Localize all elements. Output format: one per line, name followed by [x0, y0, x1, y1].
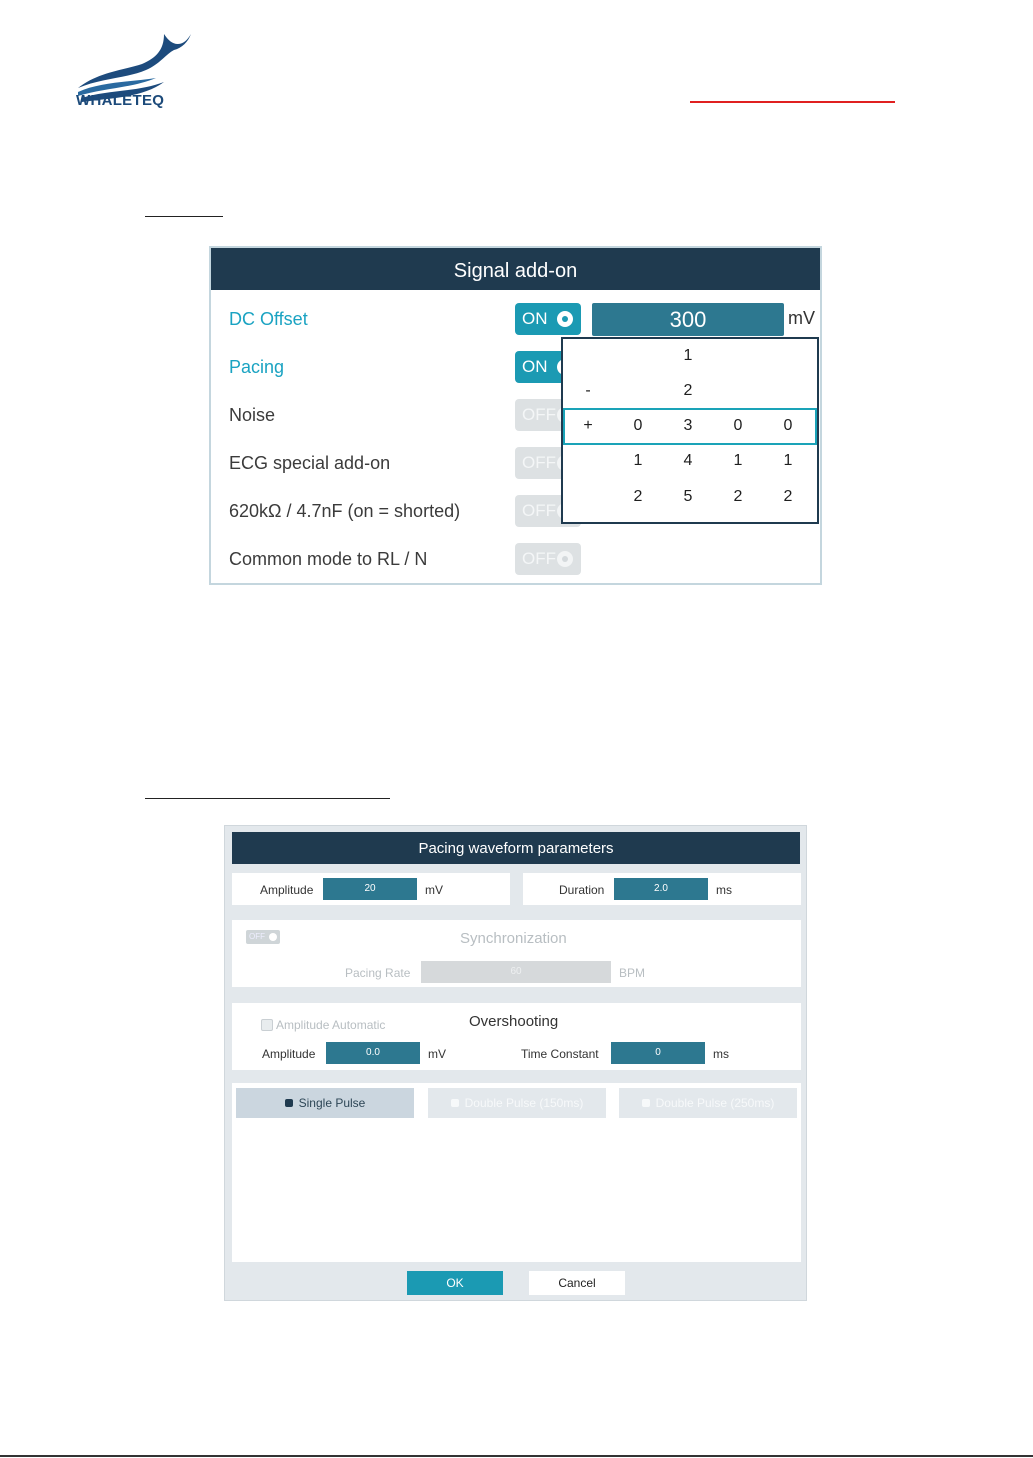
dc-offset-toggle[interactable]: ON — [515, 303, 581, 335]
overshoot-amplitude-label: Amplitude — [262, 1047, 316, 1061]
picker-cell[interactable]: 1 — [683, 347, 693, 364]
pacing-rate-label: Pacing Rate — [345, 966, 411, 980]
picker-cell[interactable]: 1 — [633, 452, 643, 469]
pacing-toggle[interactable]: ON — [515, 351, 581, 383]
duration-unit: ms — [716, 883, 732, 897]
picker-selection-highlight — [563, 408, 817, 445]
ecg-special-label: ECG special add-on — [229, 453, 391, 473]
pacing-waveform-panel — [224, 825, 807, 1301]
overshooting-card — [232, 1003, 801, 1070]
picker-cell[interactable]: 0 — [733, 417, 743, 434]
amplitude-label: Amplitude — [260, 883, 314, 897]
amplitude-automatic-label: Amplitude Automatic — [276, 1018, 386, 1032]
ok-button[interactable]: OK — [407, 1271, 503, 1295]
time-constant-label: Time Constant — [521, 1047, 599, 1061]
picker-cell[interactable]: 4 — [683, 452, 693, 469]
picker-cell[interactable]: + — [583, 417, 593, 434]
picker-cell[interactable]: 0 — [633, 417, 643, 434]
section-heading-underline — [145, 798, 390, 799]
signal-addon-panel — [209, 246, 822, 585]
overshoot-amplitude-input[interactable]: 0.0 — [326, 1042, 420, 1064]
amplitude-unit: mV — [425, 883, 443, 897]
overshooting-title: Overshooting — [469, 1013, 559, 1030]
time-constant-unit: ms — [713, 1047, 729, 1061]
pacing-rate-input[interactable]: 60 — [421, 961, 611, 983]
single-pulse-tab[interactable]: Single Pulse — [236, 1088, 414, 1118]
amplitude-automatic-checkbox[interactable] — [261, 1019, 273, 1031]
time-constant-input[interactable]: 0 — [611, 1042, 705, 1064]
radio-dot-icon — [285, 1099, 293, 1107]
common-mode-label: Common mode to RL / N — [229, 549, 428, 569]
signal-addon-title: Signal add-on — [211, 248, 820, 290]
picker-cell[interactable]: 1 — [733, 452, 743, 469]
amplitude-card — [232, 873, 510, 905]
double-pulse-250-tab[interactable]: Double Pulse (250ms) — [619, 1088, 797, 1118]
picker-cell[interactable]: 5 — [683, 488, 693, 505]
picker-row — [563, 480, 817, 515]
picker-row — [563, 339, 817, 374]
picker-cell[interactable]: 2 — [733, 488, 743, 505]
picker-row — [563, 444, 817, 479]
duration-input[interactable]: 2.0 — [614, 878, 708, 900]
section-heading-underline — [145, 216, 223, 217]
impedance-label: 620kΩ / 4.7nF (on = shorted) — [229, 501, 461, 521]
picker-cell[interactable]: 1 — [783, 452, 793, 469]
picker-cell[interactable]: 0 — [783, 417, 793, 434]
picker-cell[interactable]: 2 — [683, 382, 693, 399]
amplitude-input[interactable]: 20 — [323, 878, 417, 900]
radio-dot-icon — [642, 1099, 650, 1107]
overshoot-amplitude-unit: mV — [428, 1047, 446, 1061]
sync-title: Synchronization — [460, 930, 567, 947]
synchronization-card — [232, 920, 801, 987]
dc-offset-value[interactable]: 300 — [592, 303, 784, 336]
pacing-label: Pacing — [229, 357, 285, 377]
dc-offset-unit: mV — [788, 308, 815, 328]
radio-dot-icon — [451, 1099, 459, 1107]
duration-label: Duration — [559, 883, 605, 897]
noise-toggle[interactable]: OFF — [515, 399, 581, 431]
picker-cell[interactable]: 2 — [633, 488, 643, 505]
double-pulse-150-tab[interactable]: Double Pulse (150ms) — [428, 1088, 606, 1118]
duration-card — [523, 873, 801, 905]
picker-row — [563, 374, 817, 409]
header-rule — [690, 101, 895, 103]
impedance-toggle[interactable]: OFF — [515, 495, 581, 527]
dc-offset-label: DC Offset — [229, 309, 308, 329]
common-mode-toggle[interactable]: OFF — [515, 543, 581, 575]
noise-label: Noise — [229, 405, 276, 425]
picker-cell[interactable]: 2 — [783, 488, 793, 505]
footer-rule — [0, 1455, 1033, 1457]
digit-picker[interactable] — [561, 337, 819, 524]
logo-wordmark: WHALETEQ — [76, 92, 165, 109]
ecg-special-toggle[interactable]: OFF — [515, 447, 581, 479]
picker-cell[interactable]: 3 — [683, 417, 693, 434]
pacing-waveform-title: Pacing waveform parameters — [232, 832, 800, 864]
picker-cell[interactable]: - — [585, 382, 591, 399]
cancel-button[interactable]: Cancel — [529, 1271, 625, 1295]
pacing-rate-unit: BPM — [619, 966, 646, 980]
sync-toggle[interactable]: OFF — [246, 930, 280, 944]
